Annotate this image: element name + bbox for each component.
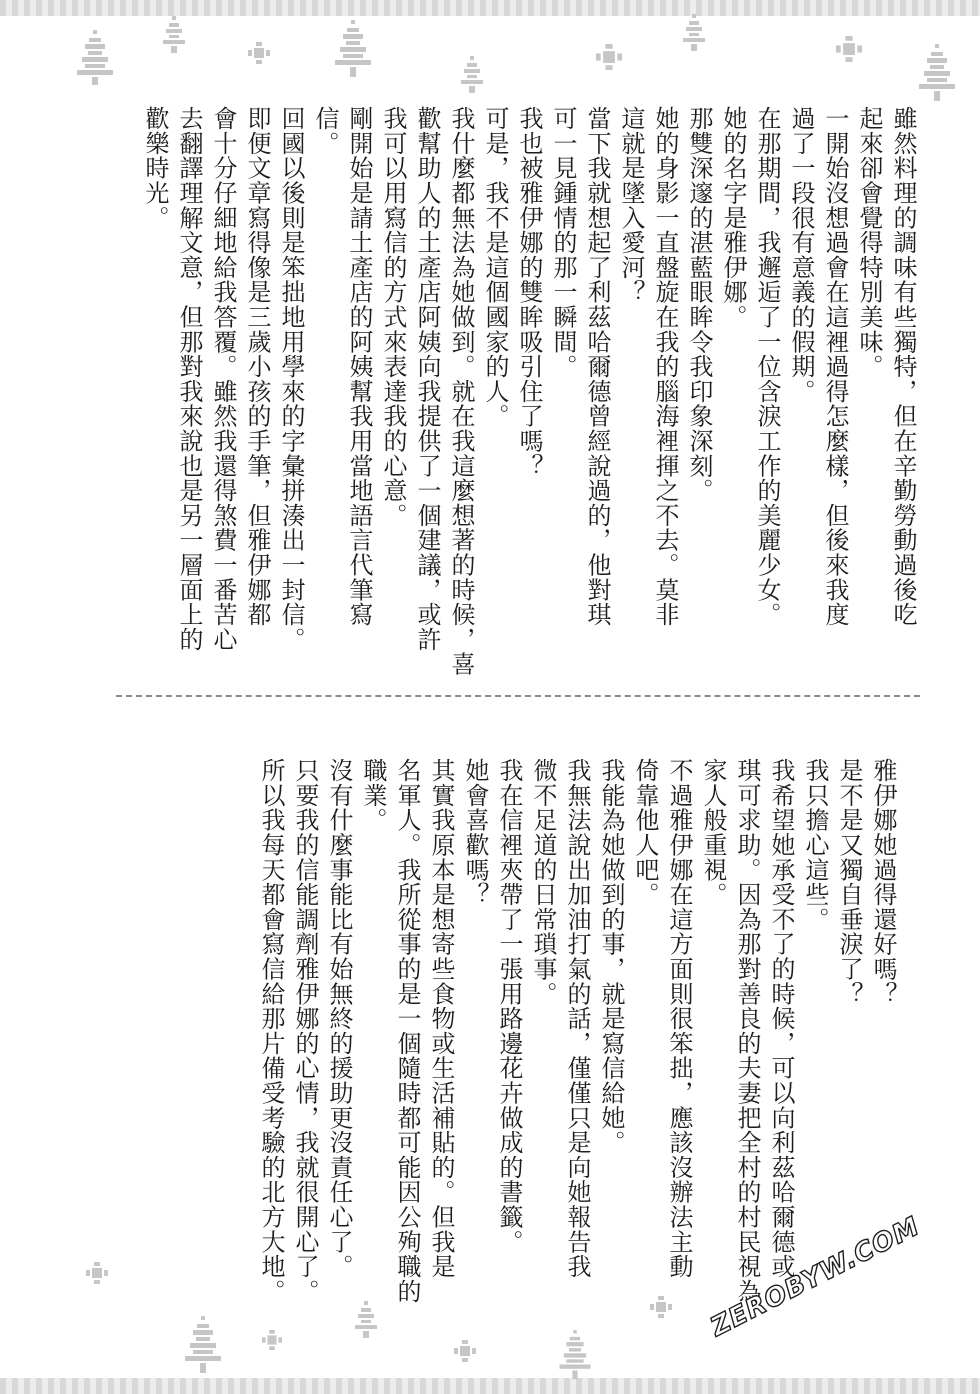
text-column: 沒有什麼事能比有始無終的援助更沒責任心了。 (325, 758, 353, 1279)
tree-icon (72, 30, 118, 86)
tree-icon (180, 1316, 226, 1374)
text-column: 歡樂時光。 (141, 106, 169, 230)
text-column: 家人般重視。 (699, 758, 727, 907)
text-column: 我無法說出加油打氣的話，僅僅只是向她報告我 (563, 758, 591, 1279)
bottom-border-band (0, 1378, 980, 1394)
text-column: 名軍人。我所從事的是一個隨時都可能因公殉職的 (393, 758, 421, 1304)
small-tree-icon (160, 16, 188, 54)
text-column: 起來卻會覺得特別美味。 (855, 106, 883, 379)
text-column: 我什麼都無法為她做到。就在我這麼想著的時候，喜 (447, 106, 475, 677)
text-column: 去翻譯理解文意，但那對我來說也是另一層面上的 (175, 106, 203, 652)
text-column: 在那期間，我邂逅了一位含淚工作的美麗少女。 (753, 106, 781, 627)
text-column: 琪可求助。因為那對善良的夫妻把全村的村民視為 (733, 758, 761, 1304)
text-column: 我也被雅伊娜的雙眸吸引住了嗎？ (515, 106, 543, 478)
snowflake-icon (454, 1340, 476, 1362)
text-column: 可是，我不是這個國家的人。 (481, 106, 509, 429)
snowflake-icon (262, 1330, 282, 1350)
text-column: 我只擔心這些。 (801, 758, 829, 932)
text-column: 剛開始是請土產店的阿姨幫我用當地語言代筆寫 (345, 106, 373, 627)
text-column: 歡幫助人的土產店阿姨向我提供了一個建議，或許 (413, 106, 441, 652)
text-column: 那雙深邃的湛藍眼眸令我印象深刻。 (685, 106, 713, 503)
story-section-bottom (160, 758, 900, 1338)
snowflake-icon (650, 1296, 672, 1318)
small-tree-icon (680, 14, 708, 52)
text-column: 她的身影一直盤旋在我的腦海裡揮之不去。莫非 (651, 106, 679, 627)
tree-icon (554, 1330, 596, 1380)
text-column: 一開始沒想過會在這裡過得怎麼樣，但後來我度 (821, 106, 849, 627)
tree-icon (330, 20, 376, 80)
text-column: 當下我就想起了利茲哈爾德曾經說過的，他對琪 (583, 106, 611, 627)
text-column: 只要我的信能調劑雅伊娜的心情，我就很開心了。 (291, 758, 319, 1304)
text-column: 雅伊娜她過得還好嗎？ (869, 758, 897, 1006)
text-column: 我能為她做到的事，就是寫信給她。 (597, 758, 625, 1155)
site-watermark: ZEROBYW.COM (706, 1211, 925, 1343)
text-column: 職業。 (359, 758, 387, 833)
snowflake-icon (836, 36, 862, 62)
text-column: 不過雅伊娜在這方面則很笨拙，應該沒辦法主動 (665, 758, 693, 1279)
text-column: 過了一段很有意義的假期。 (787, 106, 815, 404)
text-column: 即便文章寫得像是三歲小孩的手筆，但雅伊娜都 (243, 106, 271, 627)
text-column: 雖然料理的調味有些獨特，但在辛勤勞動過後吃 (889, 106, 917, 627)
text-column: 我在信裡夾帶了一張用路邊花卉做成的書籤。 (495, 758, 523, 1254)
story-section-top (110, 106, 920, 696)
text-column: 我可以用寫信的方式來表達我的心意。 (379, 106, 407, 528)
text-column: 這就是墜入愛河？ (617, 106, 645, 305)
text-column: 回國以後則是笨拙地用學來的字彙拼湊出一封信。 (277, 106, 305, 652)
text-column: 是不是又獨自垂淚了？ (835, 758, 863, 1006)
text-column: 信。 (311, 106, 339, 156)
text-column: 我希望她承受不了的時候，可以向利茲哈爾德或 (767, 758, 795, 1279)
text-column: 會十分仔細地給我答覆。雖然我還得煞費一番苦心 (209, 106, 237, 652)
text-column: 微不足道的日常瑣事。 (529, 758, 557, 1006)
tree-icon (914, 44, 960, 102)
snowflake-icon (248, 42, 270, 64)
text-column: 可一見鍾情的那一瞬間。 (549, 106, 577, 379)
snowflake-icon (86, 1262, 108, 1284)
text-column: 倚靠他人吧。 (631, 758, 659, 907)
text-column: 所以我每天都會寫信給那片備受考驗的北方大地。 (257, 758, 285, 1304)
snowflake-icon (596, 44, 622, 70)
text-column: 其實我原本是想寄些食物或生活補貼的。但我是 (427, 758, 455, 1279)
text-column: 她會喜歡嗎？ (461, 758, 489, 907)
text-column: 她的名字是雅伊娜。 (719, 106, 747, 330)
section-divider (116, 695, 920, 697)
small-tree-icon (458, 56, 486, 94)
small-tree-icon (352, 1300, 380, 1340)
top-border-band (0, 0, 980, 16)
